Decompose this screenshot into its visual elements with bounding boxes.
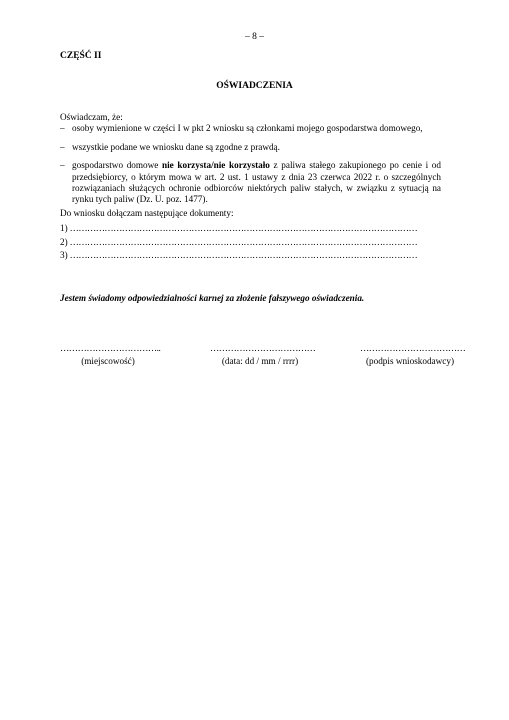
list-dash: – [60,141,65,152]
declarations-section [60,112,441,264]
signature-caption: (podpis wnioskodawcy) [365,356,455,366]
signature-row [60,343,466,383]
date-caption: (data: dd / mm / rrrr) [221,356,299,366]
document-title: OŚWIADCZENIA [216,81,293,91]
declaration-text: osoby wymienione w części I w pkt 2 wniosku są członkami mojego gospodarstwa domowego, [72,123,423,134]
attachment-number: 3) [60,250,68,261]
part-title: CZĘŚĆ II [60,51,102,61]
attachment-fill-line[interactable]: ………………………………………………………………………………………………………… [69,250,418,261]
declaration-text-after: z paliwa stałego zakupionego po cenie i od przedsiębiorcy, o którym mowa w art. 2 ust. 1 ustawy z dnia 23 czerwca 2022 r. o szczególnych rozwiązaniach służących ochronie odbiorców niektórych paliw stałych, w związku z sytuacją na rynku tych paliw (Dz. U. poz. 1477). [72,160,441,205]
declarations-intro: Oświadczam, że: [60,112,123,122]
declaration-item-data-truthful [60,142,441,153]
date-field[interactable] [210,343,316,367]
attachment-fill-line[interactable]: ………………………………………………………………………………………………………… [69,223,418,234]
declaration-item-solid-fuel [60,160,441,206]
attachment-line-3[interactable] [60,250,441,262]
declaration-text-bold: nie korzysta/nie korzystało [162,160,270,171]
signature-fill-line[interactable]: ……………………………… [360,343,466,353]
place-caption: (miejscowość) [81,356,135,366]
attachment-number: 1) [60,223,68,234]
attachment-line-2[interactable] [60,237,441,249]
attachment-fill-line[interactable]: ………………………………………………………………………………………………………… [69,236,418,247]
attachment-number: 2) [60,236,68,247]
date-fill-line[interactable]: ……………………………… [210,343,316,353]
declaration-text-before: gospodarstwo domowe [72,160,162,171]
declaration-text: wszystkie podane we wniosku dane są zgodne z prawdą. [72,141,280,152]
attachments-label: Do wniosku dołączam następujące dokumenty: [60,207,234,218]
declaration-item-household-members [60,123,441,134]
page-number: – 8 – [245,32,264,42]
signature-field[interactable] [360,343,466,367]
list-dash: – [60,160,65,171]
place-field[interactable] [60,343,161,367]
liability-statement: Jestem świadomy odpowiedzialności karnej za złożenie fałszywego oświadczenia. [60,293,365,303]
place-fill-line[interactable]: …………………………….. [60,343,161,353]
list-dash: – [60,123,65,134]
attachment-line-1[interactable] [60,223,441,235]
